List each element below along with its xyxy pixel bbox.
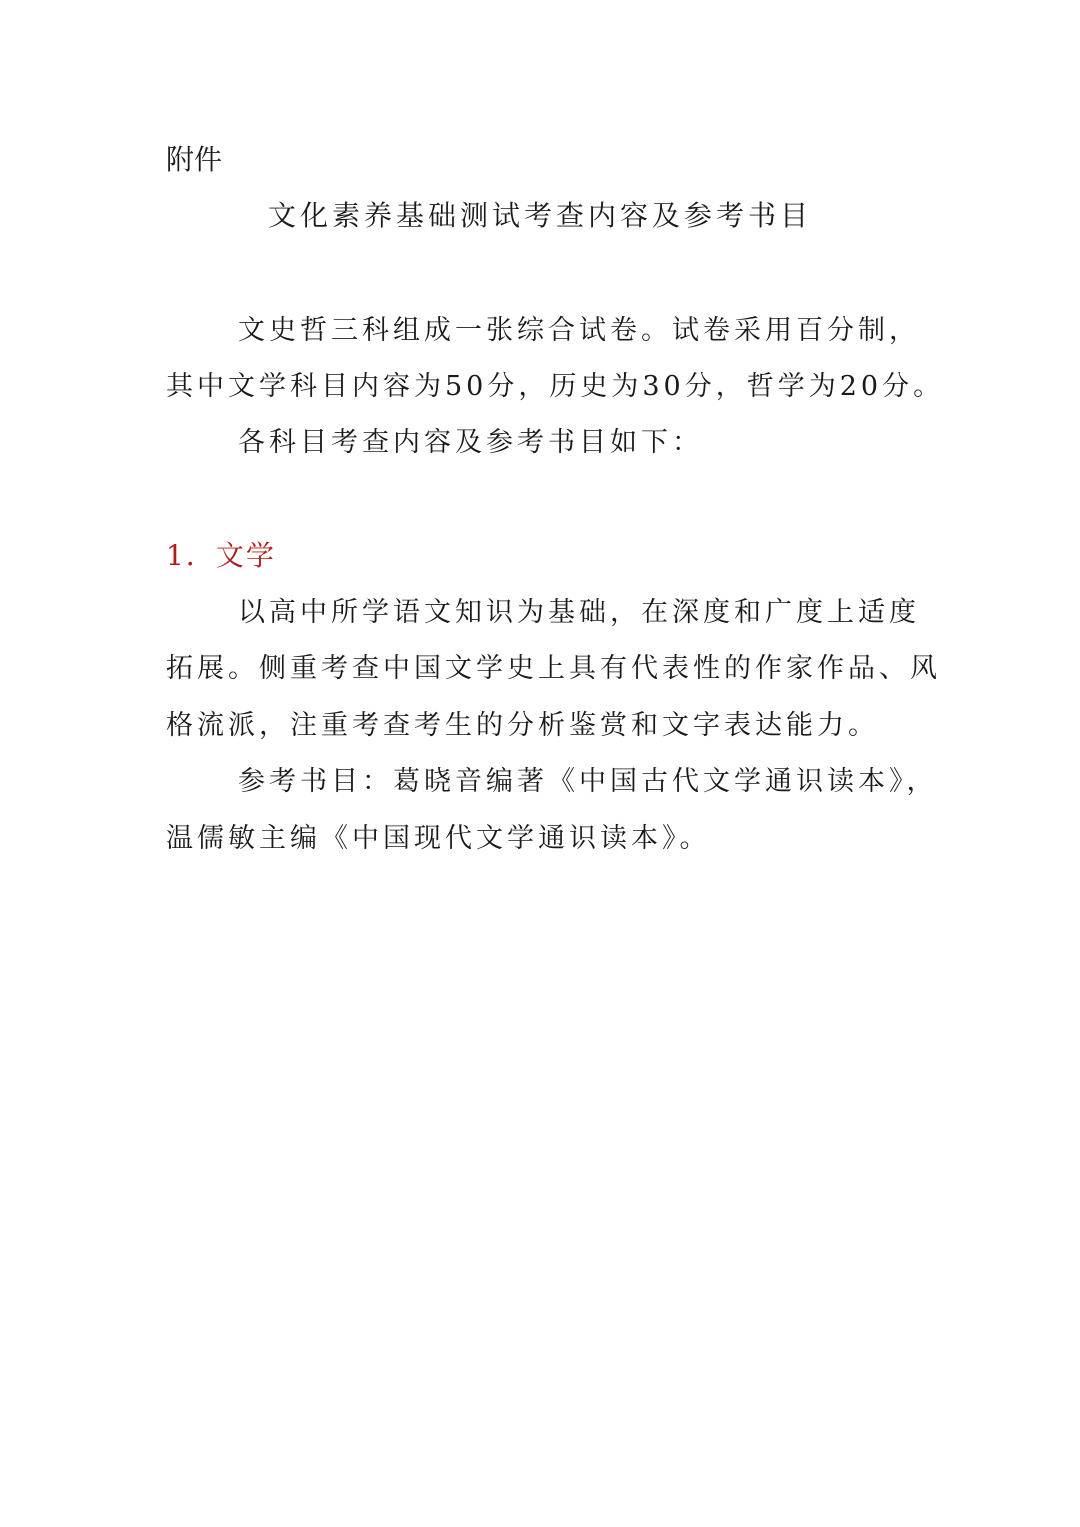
reference-line-1: 参考书目：葛晓音编著《中国古代文学通识读本》， — [238, 766, 938, 797]
document-title: 文化素养基础测试考查内容及参考书目 — [267, 199, 812, 232]
attachment-label: 附件 — [166, 143, 223, 176]
reference-line-2: 温儒敏主编《中国现代文学通识读本》。 — [166, 823, 711, 854]
section-body-line-3: 格流派，注重考查考生的分析鉴赏和文字表达能力。 — [166, 710, 879, 741]
section-heading-literature: 1．文学 — [166, 539, 276, 572]
intro-line-3: 各科目考查内容及参考书目如下： — [238, 427, 703, 458]
intro-line-1: 文史哲三科组成一张综合试卷。试卷采用百分制， — [238, 315, 920, 346]
section-body-line-2: 拓展。侧重考查中国文学史上具有代表性的作家作品、风 — [166, 653, 941, 684]
intro-line-2: 其中文学科目内容为50分，历史为30分，哲学为20分。 — [166, 371, 945, 402]
section-body-line-1: 以高中所学语文知识为基础，在深度和广度上适度 — [238, 597, 920, 628]
